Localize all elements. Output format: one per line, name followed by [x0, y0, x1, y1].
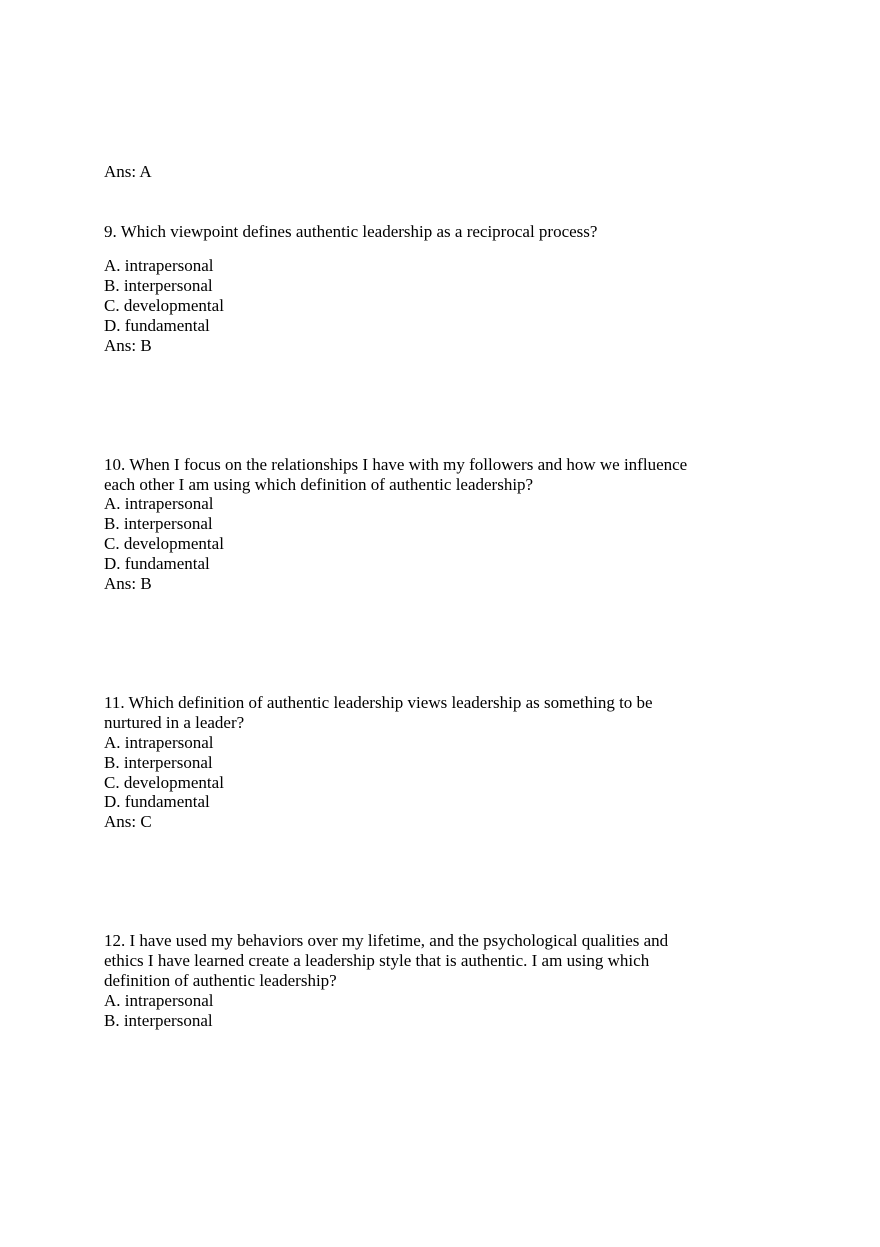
previous-answer: Ans: A [104, 162, 152, 181]
question-10-option-d: D. fundamental [104, 554, 210, 573]
question-9-option-b: B. interpersonal [104, 276, 213, 295]
question-12-text-line-2: ethics I have learned create a leadership style that is authentic. I am using which [104, 951, 650, 970]
question-9-text: 9. Which viewpoint defines authentic leadership as a reciprocal process? [104, 222, 598, 241]
question-9-answer: Ans: B [104, 336, 152, 355]
question-11-option-d: D. fundamental [104, 792, 210, 811]
question-9-option-d: D. fundamental [104, 316, 210, 335]
question-11-option-b: B. interpersonal [104, 753, 213, 772]
question-9-option-c: C. developmental [104, 296, 224, 315]
question-11-text-line-1: 11. Which definition of authentic leadership views leadership as something to be [104, 693, 653, 712]
question-11-answer: Ans: C [104, 812, 152, 831]
question-12-text-line-1: 12. I have used my behaviors over my lifetime, and the psychological qualities and [104, 931, 669, 950]
question-10-option-a: A. intrapersonal [104, 494, 214, 513]
question-10-option-c: C. developmental [104, 534, 224, 553]
question-11-text-line-2: nurtured in a leader? [104, 713, 245, 732]
question-10-option-b: B. interpersonal [104, 514, 213, 533]
question-10-text-line-1: 10. When I focus on the relationships I have with my followers and how we influence [104, 455, 688, 474]
question-10-answer: Ans: B [104, 574, 152, 593]
question-10-text-line-2: each other I am using which definition of authentic leadership? [104, 475, 534, 494]
question-12-option-a: A. intrapersonal [104, 991, 214, 1010]
question-12-text-line-3: definition of authentic leadership? [104, 971, 337, 990]
question-11-option-a: A. intrapersonal [104, 733, 214, 752]
question-9-option-a: A. intrapersonal [104, 256, 214, 275]
question-12-option-b: B. interpersonal [104, 1011, 213, 1030]
question-11-option-c: C. developmental [104, 773, 224, 792]
